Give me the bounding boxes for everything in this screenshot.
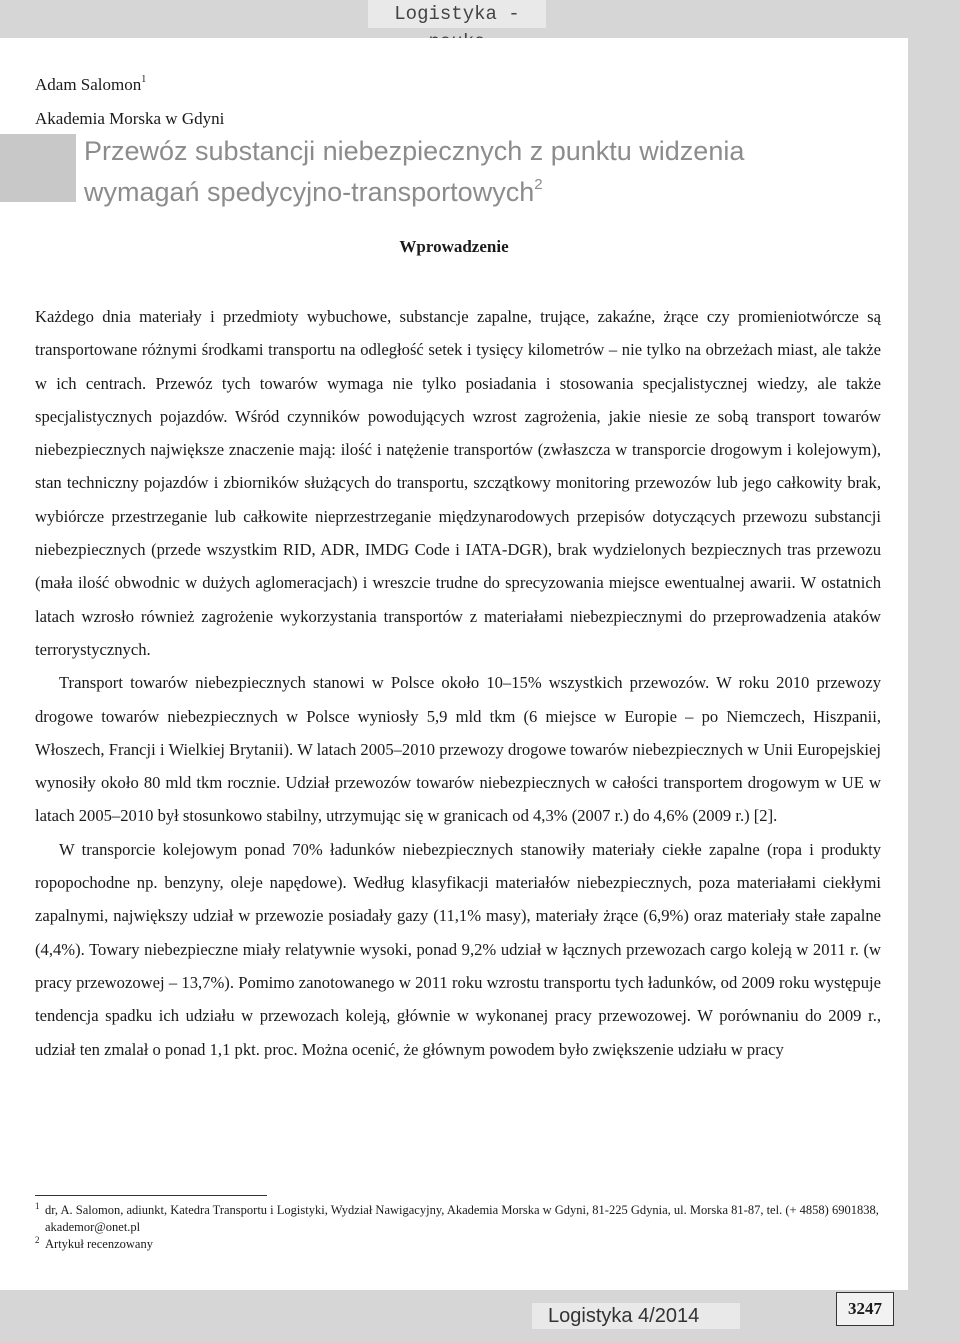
footnotes xyxy=(35,1202,881,1253)
title-accent-bar xyxy=(0,134,76,202)
author-name: Adam Salomon xyxy=(35,75,142,94)
article-title xyxy=(84,135,884,209)
footnote-ref: 1 xyxy=(141,74,147,85)
paragraph: Transport towarów niebezpiecznych stanowi w Polsce około 10–15% wszystkich przewozów. W roku 2010 przewozy drogowe towarów niebezpiecznych w Polsce wyniosły 5,9 mld tkm (6 miejsce w Europie – po Niemczech, Hiszpanii, Włoszech, Francji i Wielkiej Brytanii). W latach 2005–2010 przewozy drogowe towarów niebezpiecznych w Unii Europejskiej wynosiły około 80 mld tkm rocznie. Udział przewozów towarów niebezpiecznych w całości transportem drogowym w UE w latach 2005–2010 był stosunkowo stabilny, utrzymując się w granicach od 4,3% (2007 r.) do 4,6% (2009 r.) [2]. xyxy=(35,673,881,826)
paragraph: W transporcie kolejowym ponad 70% ładunków niebezpiecznych stanowiły materiały ciekłe zapalne (ropa i produkty ropopochodne np. benzyny, oleje napędowe). Według klasyfikacji materiałów niebezpiecznych, poza materiałami ciekłymi zapalnymi, największy udział w przewozie posiadały gazy (11,1% masy), materiały żrące (6,9%) oraz materiały stałe zapalne (4,4%). Towary niebezpieczne miały relatywnie wysoki, ponad 9,2% udział w łącznych przewozach cargo koleją w 2011 r. (w pracy przewozowej – 13,7%). Pomimo zanotowanego w 2011 roku wzrostu transportu tych ładunków, od 2009 roku występuje tendencja spadku ich udziału w przewozach koleją, głównie w wykonanej pracy przewozowej. W porównaniu do 2009 r., udział ten zmalał o ponad 1,1 pkt. proc. Można ocenić, że głównym powodem było zwiększenie udziału w pracy xyxy=(35,839,881,1059)
section-label: Logistyka - xyxy=(368,0,546,28)
page-number: 3247 xyxy=(836,1292,894,1326)
footnote-ref: 2 xyxy=(534,176,543,193)
journal-label: Logistyka 4/2014 xyxy=(532,1303,740,1329)
footnote-mark: 2 xyxy=(35,1235,40,1245)
article-body xyxy=(35,300,881,1066)
footnote-mark: 1 xyxy=(35,1201,40,1211)
title-line-2: wymagań spedycyjno-transportowych xyxy=(84,177,535,207)
footnote-divider xyxy=(35,1195,267,1196)
footnote-text: dr, A. Salomon, adiunkt, Katedra Transportu i Logistyki, Wydział Nawigacyjny, Akademia Morska w Gdyni, 81-225 Gdynia, ul. Morska 81-87, tel. (+ 4858) 6901838, akademor@onet.pl xyxy=(45,1203,879,1234)
author-affiliation: Akademia Morska w Gdyni xyxy=(35,109,225,128)
footnote xyxy=(35,1202,881,1236)
section-heading: Wprowadzenie xyxy=(399,237,509,256)
author-block xyxy=(35,63,224,136)
footnote xyxy=(35,1236,881,1253)
footnote-text: Artykuł recenzowany xyxy=(45,1237,153,1251)
title-line-1: Przewóz substancji niebezpiecznych z punktu widzenia xyxy=(84,136,745,166)
document-page xyxy=(0,38,908,1290)
paragraph: Każdego dnia materiały i przedmioty wybuchowe, substancje zapalne, trujące, zakaźne, żrące czy promieniotwórcze są transportowane różnymi środkami transportu na odległość setek i tysięcy kilometrów – nie tylko na obrzeżach miast, ale także w ich centrach. Przewóz tych towarów wymaga nie tylko posiadania i stosowania specjalistycznej wiedzy, ale także specjalistycznych pojazdów. Wśród czynników powodujących wzrost zagrożenia, jakie niesie ze sobą transport towarów niebezpiecznych największe znaczenie mają: ilość i natężenie transportów (zwłaszcza w transporcie drogowym i kolejowym), stan techniczny pojazdów i zbiorników służących do transportu, szczątkowy monitoring przewozów lub jego całkowity brak, wybiórcze przestrzeganie lub całkowite nieprzestrzeganie międzynarodowych przepisów dotyczących przewozu substancji niebezpiecznych (przede wszystkim RID, ADR, IMDG Code i IATA-DGR), brak wydzielonych bezpiecznych tras przewozu (mała ilość obwodnic w dużych aglomeracjach) i wreszcie trudne do sprecyzowania miejsce ewentualnej awarii. W ostatnich latach wzrosło również zagrożenie wykorzystania transportów z materiałami niebezpiecznymi do przeprowadzenia ataków terrorystycznych. xyxy=(35,307,881,659)
